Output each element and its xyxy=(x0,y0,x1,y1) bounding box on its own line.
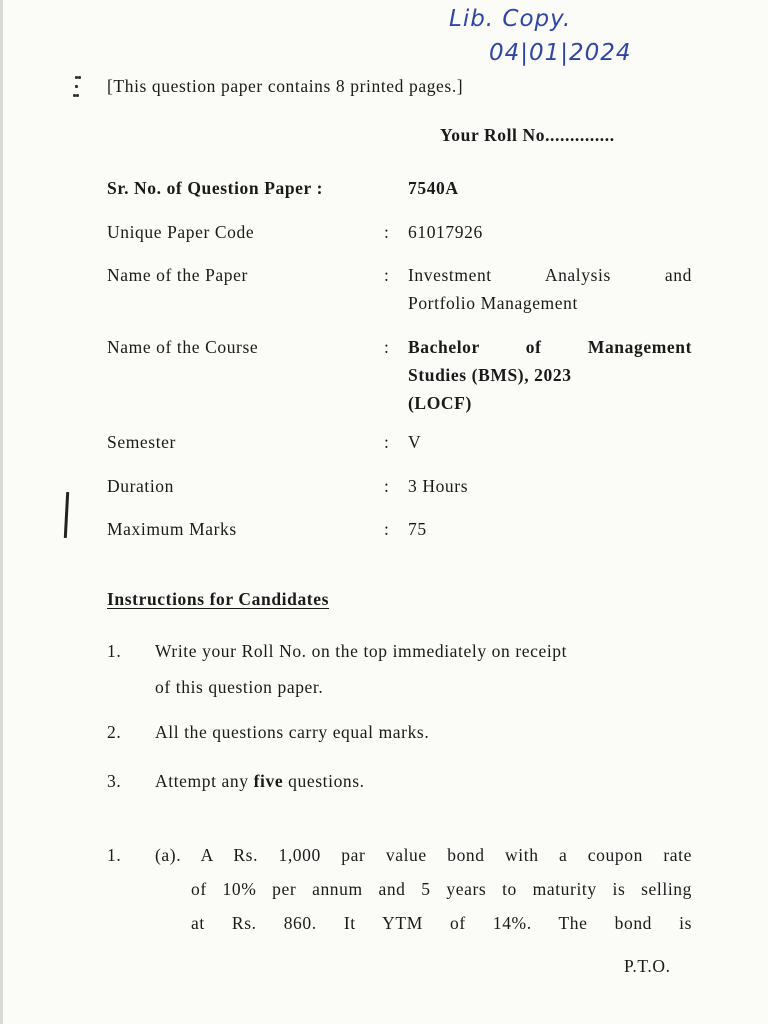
max-marks-value: 75 xyxy=(408,519,427,539)
max-marks-label: Maximum Marks xyxy=(107,519,237,539)
duration-colon: : xyxy=(384,476,390,496)
semester-label: Semester xyxy=(107,432,176,452)
duration-value: 3 Hours xyxy=(408,476,469,496)
instruction-3-post: questions. xyxy=(283,771,365,791)
question-1-line2: of 10% per annum and 5 years to maturity is selling xyxy=(191,879,692,899)
handwritten-date: 04|01|2024 xyxy=(489,40,632,66)
course-name-line1: Bachelor of Management xyxy=(408,337,692,357)
course-name-colon: : xyxy=(384,337,390,357)
instruction-3-number: 3. xyxy=(107,771,122,791)
instruction-1-line2: of this question paper. xyxy=(155,677,324,697)
instruction-3-text xyxy=(155,771,365,792)
instruction-2-text: All the questions carry equal marks. xyxy=(155,722,430,742)
max-marks-colon: : xyxy=(384,519,390,539)
margin-pen-mark xyxy=(64,492,69,538)
course-name-value xyxy=(408,333,692,417)
instruction-3-pre: Attempt any xyxy=(155,771,254,791)
paper-code-colon: : xyxy=(384,222,390,242)
paper-name-value xyxy=(408,261,692,317)
sr-no-label: Sr. No. of Question Paper : xyxy=(107,178,323,198)
instruction-1-number: 1. xyxy=(107,641,122,661)
course-name-line3: (LOCF) xyxy=(408,393,472,413)
pto-note: P.T.O. xyxy=(624,956,671,976)
sr-no-value: 7540A xyxy=(408,178,459,198)
instruction-3-bold: five xyxy=(253,771,284,791)
instructions-heading: Instructions for Candidates xyxy=(107,589,330,609)
question-1-number: 1. xyxy=(107,845,122,865)
duration-label: Duration xyxy=(107,476,175,496)
instruction-2-number: 2. xyxy=(107,722,122,742)
paper-name-label: Name of the Paper xyxy=(107,265,248,285)
paper-name-colon: : xyxy=(384,265,390,285)
semester-value: V xyxy=(408,432,422,452)
pages-note: [This question paper contains 8 printed pages.] xyxy=(107,76,464,96)
course-name-label: Name of the Course xyxy=(107,337,259,357)
paper-code-value: 61017926 xyxy=(408,222,483,242)
paper-name-line1: Investment Analysis and xyxy=(408,265,692,285)
roll-number-field: Your Roll No.............. xyxy=(440,125,615,145)
semester-colon: : xyxy=(384,432,390,452)
course-name-line2: Studies (BMS), 2023 xyxy=(408,365,572,385)
question-1-line1: (a). A Rs. 1,000 par value bond with a coupon rate xyxy=(155,845,692,865)
instruction-1-line1: Write your Roll No. on the top immediately on receipt xyxy=(155,641,568,661)
question-1-line3: at Rs. 860. It YTM of 14%. The bond is xyxy=(191,913,692,933)
paper-code-label: Unique Paper Code xyxy=(107,222,255,242)
handwritten-library-note: Lib. Copy. xyxy=(449,6,572,32)
scan-marks xyxy=(71,72,81,102)
paper-name-line2: Portfolio Management xyxy=(408,293,578,313)
question-1-text xyxy=(155,838,692,940)
